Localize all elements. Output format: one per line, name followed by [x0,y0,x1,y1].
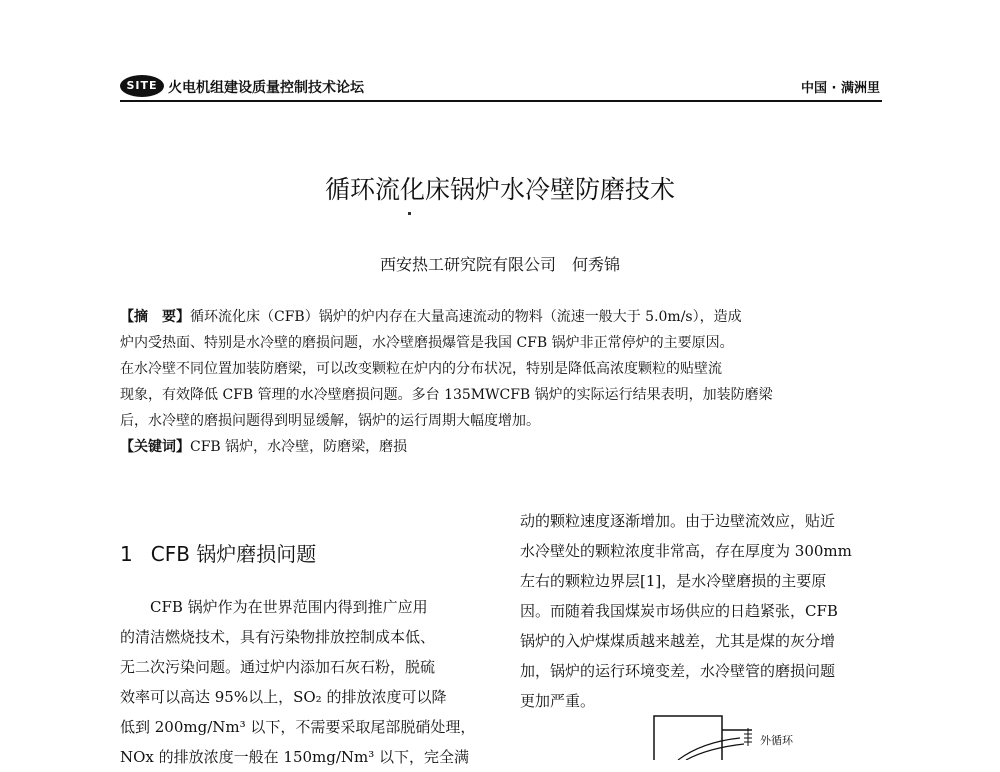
paragraph-line: 锅炉的入炉煤煤质越来越差，尤其是煤的灰分增 [520,632,836,650]
title-dot-mark [408,212,411,215]
section-paragraph [120,592,500,772]
paper-title: 循环流化床锅炉水冷壁防磨技术 [324,175,675,204]
abstract-line [120,304,884,330]
header-divider [120,100,882,102]
conference-logo: SITE [120,75,164,97]
abstract-line: 在水冷壁不同位置加装防磨梁，可以改变颗粒在炉内的分布状况，特别是降低高浓度颗粒的贴壁流 [120,361,722,377]
left-column [120,508,500,772]
flow-curve [678,738,740,760]
abstract-block [120,304,884,460]
figure-label: 外循环 [760,734,793,747]
abstract-text: 循环流化床（CFB）锅炉的炉内存在大量高速流动的物料（流速一般大于 5.0m/s），造成 [190,309,742,325]
paragraph-line: 无二次污染问题。通过炉内添加石灰石粉，脱硫 [120,658,436,676]
paragraph-line: 低到 200mg/Nm³ 以下，不需要采取尾部脱硝处理， [120,718,476,736]
paragraph-line: CFB 锅炉作为在世界范围内得到推广应用 [120,598,428,616]
paragraph-line: 更加严重。 [520,692,596,710]
abstract-line: 现象，有效降低 CFB 管理的水冷壁磨损问题。多台 135MWCFB 锅炉的实际运行结果表明，加装防磨梁 [120,387,773,403]
flow-curve [686,744,744,760]
paragraph-line: 效率可以高达 95%以上，SO₂ 的排放浓度可以降 [120,688,447,706]
paragraph-line: 动的颗粒速度逐渐增加。由于边壁流效应，贴近 [520,512,836,530]
paragraph-line: 的清洁燃烧技术，具有污染物排放控制成本低、 [120,628,436,646]
keywords-label: 【关键词】 [120,439,190,455]
section-title: CFB 锅炉磨损问题 [150,542,317,566]
running-header [120,74,880,100]
section-number: 1 [120,542,133,566]
abstract-label: 【摘 要】 [120,309,190,325]
abstract-line: 后，水冷壁的磨损问题得到明显缓解，锅炉的运行周期大幅度增加。 [120,413,540,429]
paragraph-line: 左右的颗粒边界层[1]，是水冷壁磨损的主要原 [520,572,827,590]
right-column [520,506,886,716]
journal-title: 火电机组建设质量控制技术论坛 [168,80,364,96]
paragraph-line: NOx 的排放浓度一般在 150mg/Nm³ 以下，完全满 [120,748,470,766]
keywords-text: CFB 锅炉，水冷壁，防磨梁，磨损 [190,439,408,455]
author-affiliation: 西安热工研究院有限公司 何秀锦 [379,255,620,274]
paragraph-line: 加，锅炉的运行环境变差，水冷壁管的磨损问题 [520,662,836,680]
keywords-line [120,434,884,460]
section-heading [120,538,500,570]
paragraph-line: 水冷壁处的颗粒浓度非常高，存在厚度为 300mm [520,542,852,560]
conference-location: 中国 · 满洲里 [801,81,880,96]
boiler-diagram-svg [652,712,822,760]
boiler-diagram [652,712,822,772]
paragraph-line: 因。而随着我国煤炭市场供应的日趋紧张，CFB [520,602,838,620]
abstract-line: 炉内受热面、特别是水冷壁的磨损问题，水冷壁磨损爆管是我国 CFB 锅炉非正常停炉的主要原因。 [120,335,734,351]
